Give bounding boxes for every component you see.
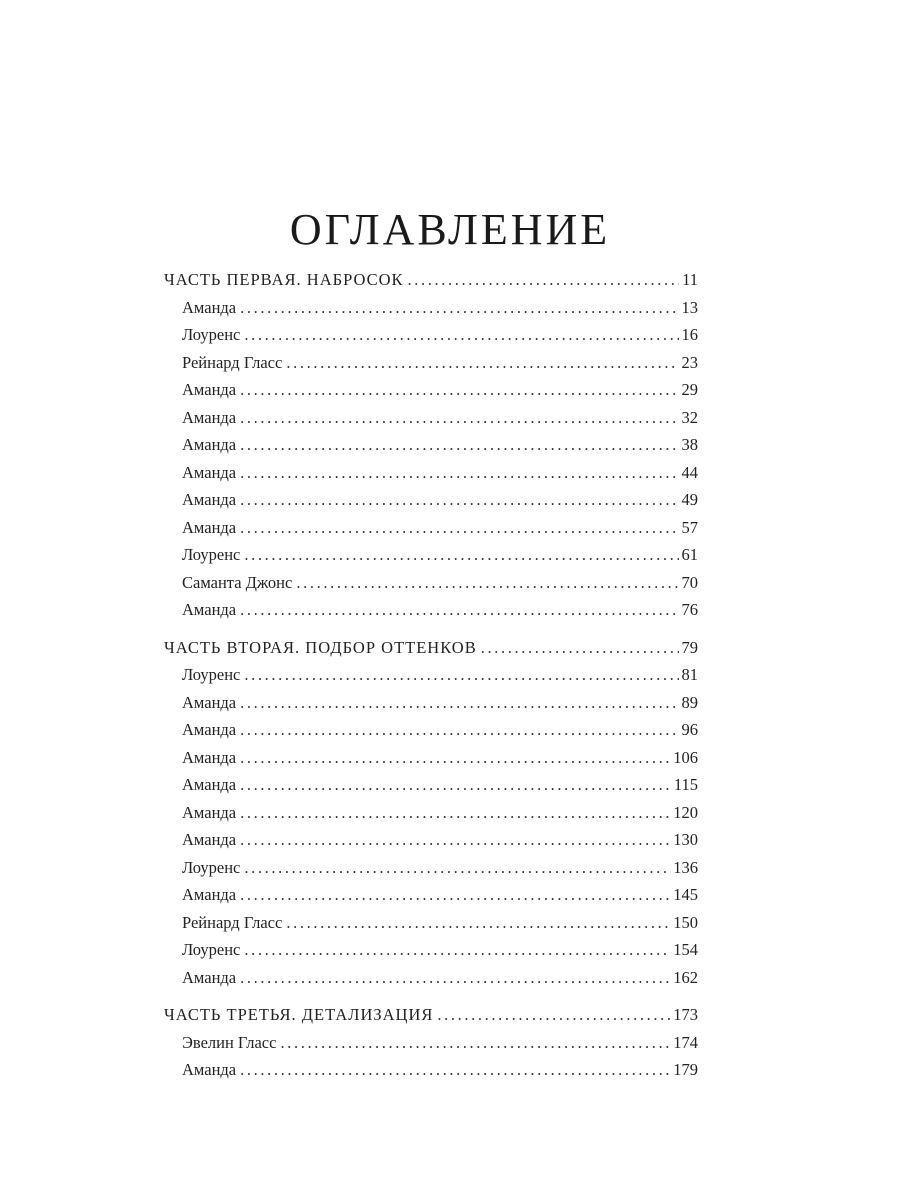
page-number: 162	[673, 967, 698, 987]
page-title: ОГЛАВЛЕНИЕ	[289, 205, 611, 254]
page-number: 130	[673, 830, 698, 849]
entry-label: Лоуренс	[182, 545, 241, 564]
table-of-contents	[164, 266, 698, 1094]
dot-leader	[240, 294, 678, 322]
dot-leader	[280, 1029, 670, 1057]
toc-entry[interactable]	[164, 376, 698, 404]
dot-leader	[244, 854, 670, 882]
page-number: 179	[673, 1060, 698, 1079]
part-label: ЧАСТЬ ВТОРАЯ. ПОДБОР ОТТЕНКОВ	[164, 637, 477, 657]
toc-part	[164, 634, 698, 992]
page-number: 115	[673, 775, 698, 794]
dot-leader	[240, 771, 671, 799]
dot-leader	[240, 881, 670, 909]
page-number: 57	[681, 517, 698, 537]
toc-entry[interactable]	[164, 826, 698, 854]
entry-label: Аманда	[182, 885, 237, 904]
toc-entry[interactable]	[164, 404, 698, 432]
page-number: 173	[673, 1005, 698, 1024]
toc-entry[interactable]	[164, 569, 698, 597]
page-number: 145	[673, 885, 698, 904]
page-number: 89	[681, 692, 698, 712]
dot-leader	[240, 744, 670, 772]
dot-leader	[240, 459, 678, 487]
toc-entry[interactable]	[164, 321, 698, 349]
entry-label: Аманда	[182, 775, 237, 794]
entry-label: Аманда	[182, 1060, 237, 1079]
toc-entry[interactable]	[164, 716, 698, 744]
entry-label: Аманда	[182, 967, 237, 987]
dot-leader	[481, 634, 679, 662]
dot-leader	[240, 689, 678, 717]
dot-leader	[240, 964, 670, 992]
entry-label: Аманда	[182, 435, 237, 454]
page-number: 96	[681, 720, 698, 739]
entry-label: Лоуренс	[182, 325, 241, 344]
dot-leader	[240, 376, 678, 404]
page-number: 11	[682, 270, 698, 289]
toc-entry[interactable]	[164, 909, 698, 937]
toc-entry[interactable]	[164, 854, 698, 882]
dot-leader	[437, 1001, 670, 1029]
toc-entry[interactable]	[164, 514, 698, 542]
entry-label: Аманда	[182, 600, 237, 619]
entry-label: Рейнард Гласс	[182, 912, 283, 932]
entry-label: Аманда	[182, 462, 237, 482]
page-number: 49	[681, 490, 698, 509]
dot-leader	[240, 596, 678, 624]
dot-leader	[240, 1056, 670, 1084]
page-number: 13	[681, 297, 698, 317]
toc-entry[interactable]	[164, 1056, 698, 1084]
entry-label: Рейнард Гласс	[182, 352, 283, 372]
entry-label: Саманта Джонс	[182, 572, 293, 592]
dot-leader	[286, 349, 678, 377]
dot-leader	[244, 661, 678, 689]
toc-entry[interactable]	[164, 294, 698, 322]
dot-leader	[244, 541, 678, 569]
entry-label: Аманда	[182, 490, 237, 509]
dot-leader	[240, 514, 678, 542]
page-number: 61	[681, 545, 698, 564]
toc-entry[interactable]	[164, 596, 698, 624]
page-number: 16	[681, 325, 698, 344]
entry-label: Аманда	[182, 747, 237, 767]
page-number: 29	[681, 380, 698, 399]
entry-label: Лоуренс	[182, 665, 241, 684]
page-number: 174	[673, 1032, 698, 1052]
page-number: 154	[673, 940, 698, 959]
toc-entry[interactable]	[164, 689, 698, 717]
toc-part	[164, 1001, 698, 1084]
part-label: ЧАСТЬ ТРЕТЬЯ. ДЕТАЛИЗАЦИЯ	[164, 1005, 434, 1024]
page-number: 120	[673, 802, 698, 822]
dot-leader	[240, 716, 678, 744]
toc-part-heading[interactable]	[164, 634, 698, 662]
page-number: 136	[673, 857, 698, 877]
toc-entry[interactable]	[164, 661, 698, 689]
page-number: 81	[681, 665, 698, 684]
dot-leader	[240, 431, 678, 459]
entry-label: Аманда	[182, 517, 237, 537]
toc-entry[interactable]	[164, 936, 698, 964]
entry-label: Аманда	[182, 802, 237, 822]
dot-leader	[296, 569, 678, 597]
toc-entry[interactable]	[164, 541, 698, 569]
page-number: 150	[673, 912, 698, 932]
entry-label: Эвелин Гласс	[182, 1032, 277, 1052]
page-number: 44	[681, 462, 698, 482]
page-number: 79	[681, 637, 698, 657]
toc-entry[interactable]	[164, 799, 698, 827]
dot-leader	[286, 909, 670, 937]
toc-entry[interactable]	[164, 771, 698, 799]
page-number: 106	[673, 747, 698, 767]
toc-entry[interactable]	[164, 964, 698, 992]
toc-part	[164, 266, 698, 624]
page-number: 23	[681, 352, 698, 372]
toc-entry[interactable]	[164, 744, 698, 772]
toc-entry[interactable]	[164, 1029, 698, 1057]
entry-label: Аманда	[182, 407, 237, 427]
dot-leader	[244, 936, 670, 964]
page-number: 32	[681, 407, 698, 427]
entry-label: Аманда	[182, 720, 237, 739]
page-number: 70	[681, 572, 698, 592]
toc-entry[interactable]	[164, 431, 698, 459]
toc-part-heading[interactable]	[164, 1001, 698, 1029]
entry-label: Лоуренс	[182, 940, 241, 959]
dot-leader	[244, 321, 678, 349]
dot-leader	[240, 486, 678, 514]
toc-entry[interactable]	[164, 881, 698, 909]
toc-entry[interactable]	[164, 349, 698, 377]
dot-leader	[240, 404, 678, 432]
page-number: 38	[681, 435, 698, 454]
entry-label: Аманда	[182, 380, 237, 399]
entry-label: Аманда	[182, 297, 237, 317]
dot-leader	[240, 799, 670, 827]
toc-entry[interactable]	[164, 486, 698, 514]
entry-label: Лоуренс	[182, 857, 241, 877]
dot-leader	[240, 826, 670, 854]
toc-part-heading[interactable]	[164, 266, 698, 294]
part-label: ЧАСТЬ ПЕРВАЯ. НАБРОСОК	[164, 270, 404, 289]
page-number: 76	[681, 600, 698, 619]
entry-label: Аманда	[182, 692, 237, 712]
dot-leader	[408, 266, 680, 294]
toc-entry[interactable]	[164, 459, 698, 487]
entry-label: Аманда	[182, 830, 237, 849]
